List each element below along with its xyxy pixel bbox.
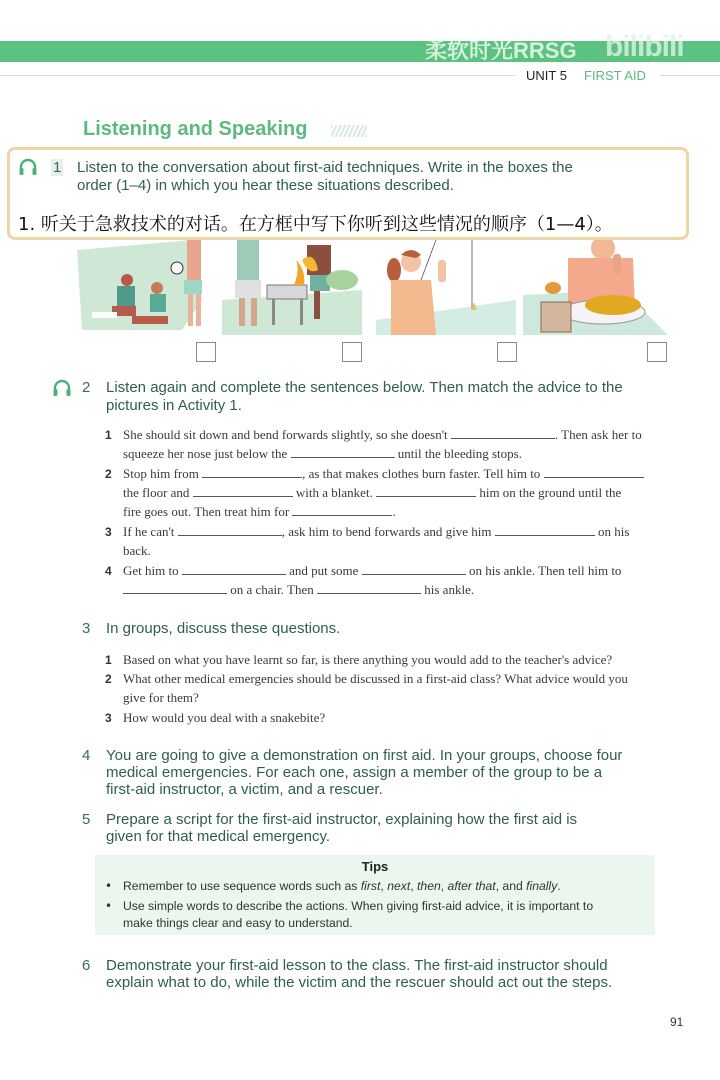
- chinese-subtitle: 1. 听关于急救技术的对话。在方框中写下你听到这些情况的顺序（1—4）。: [18, 214, 613, 235]
- fill-in-blank[interactable]: [291, 447, 395, 458]
- tip-keyword: first: [360, 879, 381, 893]
- order-answer-box-1[interactable]: [196, 342, 216, 362]
- fill-in-blank[interactable]: [182, 564, 286, 575]
- fill-in-blank[interactable]: [178, 525, 282, 536]
- tip-text: ,: [380, 879, 388, 893]
- illustration-nosebleed: [376, 240, 516, 335]
- tip-keyword: after that: [447, 879, 496, 893]
- sentence-text: until the bleeding stops.: [397, 446, 522, 461]
- tip-text: ,: [440, 879, 448, 893]
- sentence-text: Get him to: [123, 563, 179, 578]
- exercise-5-line-2: given for that medical emergency.: [106, 828, 330, 845]
- illustration-clothes-on-fire: [222, 240, 364, 335]
- sentence-text: squeeze her nose just below the: [123, 446, 288, 461]
- item-number: 2: [105, 467, 112, 481]
- exercise-6-line-1: Demonstrate your first-aid lesson to the class. The first-aid instructor should: [106, 957, 608, 974]
- fill-in-blank[interactable]: [451, 428, 555, 439]
- sentence-line: [123, 425, 649, 444]
- item-number: 3: [105, 525, 112, 539]
- question-text: What other medical emergencies should be discussed in a first-aid class? What advice would you: [123, 671, 628, 686]
- tip-text: ,: [410, 879, 418, 893]
- fill-in-blank[interactable]: [317, 583, 421, 594]
- fill-in-blank[interactable]: [495, 525, 595, 536]
- watermark-text: 柔软时光RRSG: [425, 38, 577, 63]
- exercise-6-number: 6: [82, 957, 91, 974]
- fill-in-blank[interactable]: [193, 486, 293, 497]
- fill-in-blank[interactable]: [292, 505, 392, 516]
- header-rule: [660, 75, 720, 76]
- sentence-line: [123, 444, 649, 463]
- tip-keyword: then: [417, 879, 441, 893]
- exercise-1-number: 1: [53, 159, 62, 176]
- unit-title: FIRST AID: [584, 68, 646, 83]
- sentence-text: with a blanket.: [295, 485, 373, 500]
- question-text: give for them?: [123, 690, 199, 705]
- bullet-icon: •: [105, 899, 113, 913]
- exercise-5-number: 5: [82, 811, 91, 828]
- sentence-text: and put some: [289, 563, 359, 578]
- section-title-decoration: [331, 125, 367, 137]
- tip-keyword: next: [387, 879, 411, 893]
- fill-in-blank[interactable]: [202, 467, 302, 478]
- exercise-4-line-2: medical emergencies. For each one, assign a member of the group to be a: [106, 764, 603, 781]
- sentence-text: on a chair. Then: [230, 582, 314, 597]
- sentence-text: fire goes out. Then treat him for: [123, 504, 290, 519]
- sentence-text: back.: [123, 543, 151, 558]
- headphones-icon: [52, 378, 72, 398]
- question-number: 2: [105, 672, 112, 686]
- exercise-5-line-1: Prepare a script for the first-aid instructor, explaining how the first aid is: [106, 811, 578, 828]
- sentence-line: [123, 483, 653, 502]
- sentence-line: [123, 541, 151, 560]
- fill-in-blank[interactable]: [362, 564, 466, 575]
- sentence-line: [123, 464, 653, 483]
- sentence-text: the floor and: [123, 485, 190, 500]
- sentence-text: She should sit down and bend forwards slightly, so she doesn't: [123, 427, 448, 442]
- bilibili-logo-icon: bilibili: [605, 30, 684, 63]
- sentence-line: [123, 580, 653, 599]
- sentence-text: .: [392, 504, 396, 519]
- exercise-4-line-3: first-aid instructor, a victim, and a rescuer.: [106, 781, 383, 798]
- sentence-text: on his: [597, 524, 630, 539]
- exercise-1-instruction-line-1: Listen to the conversation about first-aid techniques. Write in the boxes the: [77, 159, 573, 176]
- sentence-line: [123, 522, 653, 541]
- item-number: 4: [105, 564, 112, 578]
- tip-text: .: [557, 879, 561, 893]
- fill-in-blank[interactable]: [544, 467, 644, 478]
- tip-keyword: finally: [526, 879, 558, 893]
- exercise-1-instruction-line-2: order (1–4) in which you hear these situations described.: [77, 177, 454, 194]
- fill-in-blank[interactable]: [123, 583, 227, 594]
- tip-2-line-2: make things clear and easy to understand.: [123, 916, 353, 930]
- page-number: 91: [670, 1015, 684, 1029]
- header-rule: [0, 75, 515, 76]
- item-number: 1: [105, 428, 112, 442]
- exercise-3-number: 3: [82, 620, 91, 637]
- illustration-sports-injury: [72, 240, 210, 335]
- question-number: 3: [105, 711, 112, 725]
- unit-label: UNIT 5: [526, 68, 567, 83]
- sentence-text: his ankle.: [424, 582, 475, 597]
- tips-title: Tips: [361, 859, 389, 874]
- question-number: 1: [105, 653, 112, 667]
- sentence-line: [123, 502, 653, 521]
- tip-1: [123, 878, 561, 895]
- order-answer-box-3[interactable]: [497, 342, 517, 362]
- order-answer-box-2[interactable]: [342, 342, 362, 362]
- question-text: How would you deal with a snakebite?: [123, 710, 326, 725]
- tip-2-line-1: Use simple words to describe the actions. When giving first-aid advice, it is important to: [123, 899, 594, 913]
- exercise-3-prompt: In groups, discuss these questions.: [106, 620, 341, 637]
- sentence-line: [123, 561, 653, 580]
- exercise-6-line-2: explain what to do, while the victim and the rescuer should act out the steps.: [106, 974, 613, 991]
- section-title: Listening and Speaking: [83, 118, 308, 140]
- headphones-icon: [18, 157, 38, 177]
- fill-in-blank[interactable]: [376, 486, 476, 497]
- question-text: Based on what you have learnt so far, is there anything you would add to the teacher's advice?: [123, 652, 613, 667]
- tips-box: [95, 855, 655, 935]
- sentence-text: , as that makes clothes burn faster. Tell him to: [302, 466, 541, 481]
- sentence-text: . Then ask her to: [554, 427, 642, 442]
- sentence-text: on his ankle. Then tell him to: [468, 563, 622, 578]
- exercise-4-number: 4: [82, 747, 91, 764]
- order-answer-box-4[interactable]: [647, 342, 667, 362]
- bullet-icon: •: [105, 879, 113, 893]
- exercise-2-instruction-line-1: Listen again and complete the sentences below. Then match the advice to the: [106, 379, 623, 396]
- tip-text: Remember to use sequence words such as: [123, 879, 361, 893]
- exercise-2-instruction-line-2: pictures in Activity 1.: [106, 397, 242, 414]
- sentence-text: , ask him to bend forwards and give him: [281, 524, 492, 539]
- exercise-2-number: 2: [82, 379, 91, 396]
- sentence-text: him on the ground until the: [479, 485, 622, 500]
- tip-text: , and: [495, 879, 527, 893]
- illustration-choking: [523, 240, 668, 335]
- sentence-text: Stop him from: [123, 466, 199, 481]
- sentence-text: If he can't: [123, 524, 175, 539]
- exercise-4-line-1: You are going to give a demonstration on first aid. In your groups, choose four: [106, 747, 623, 764]
